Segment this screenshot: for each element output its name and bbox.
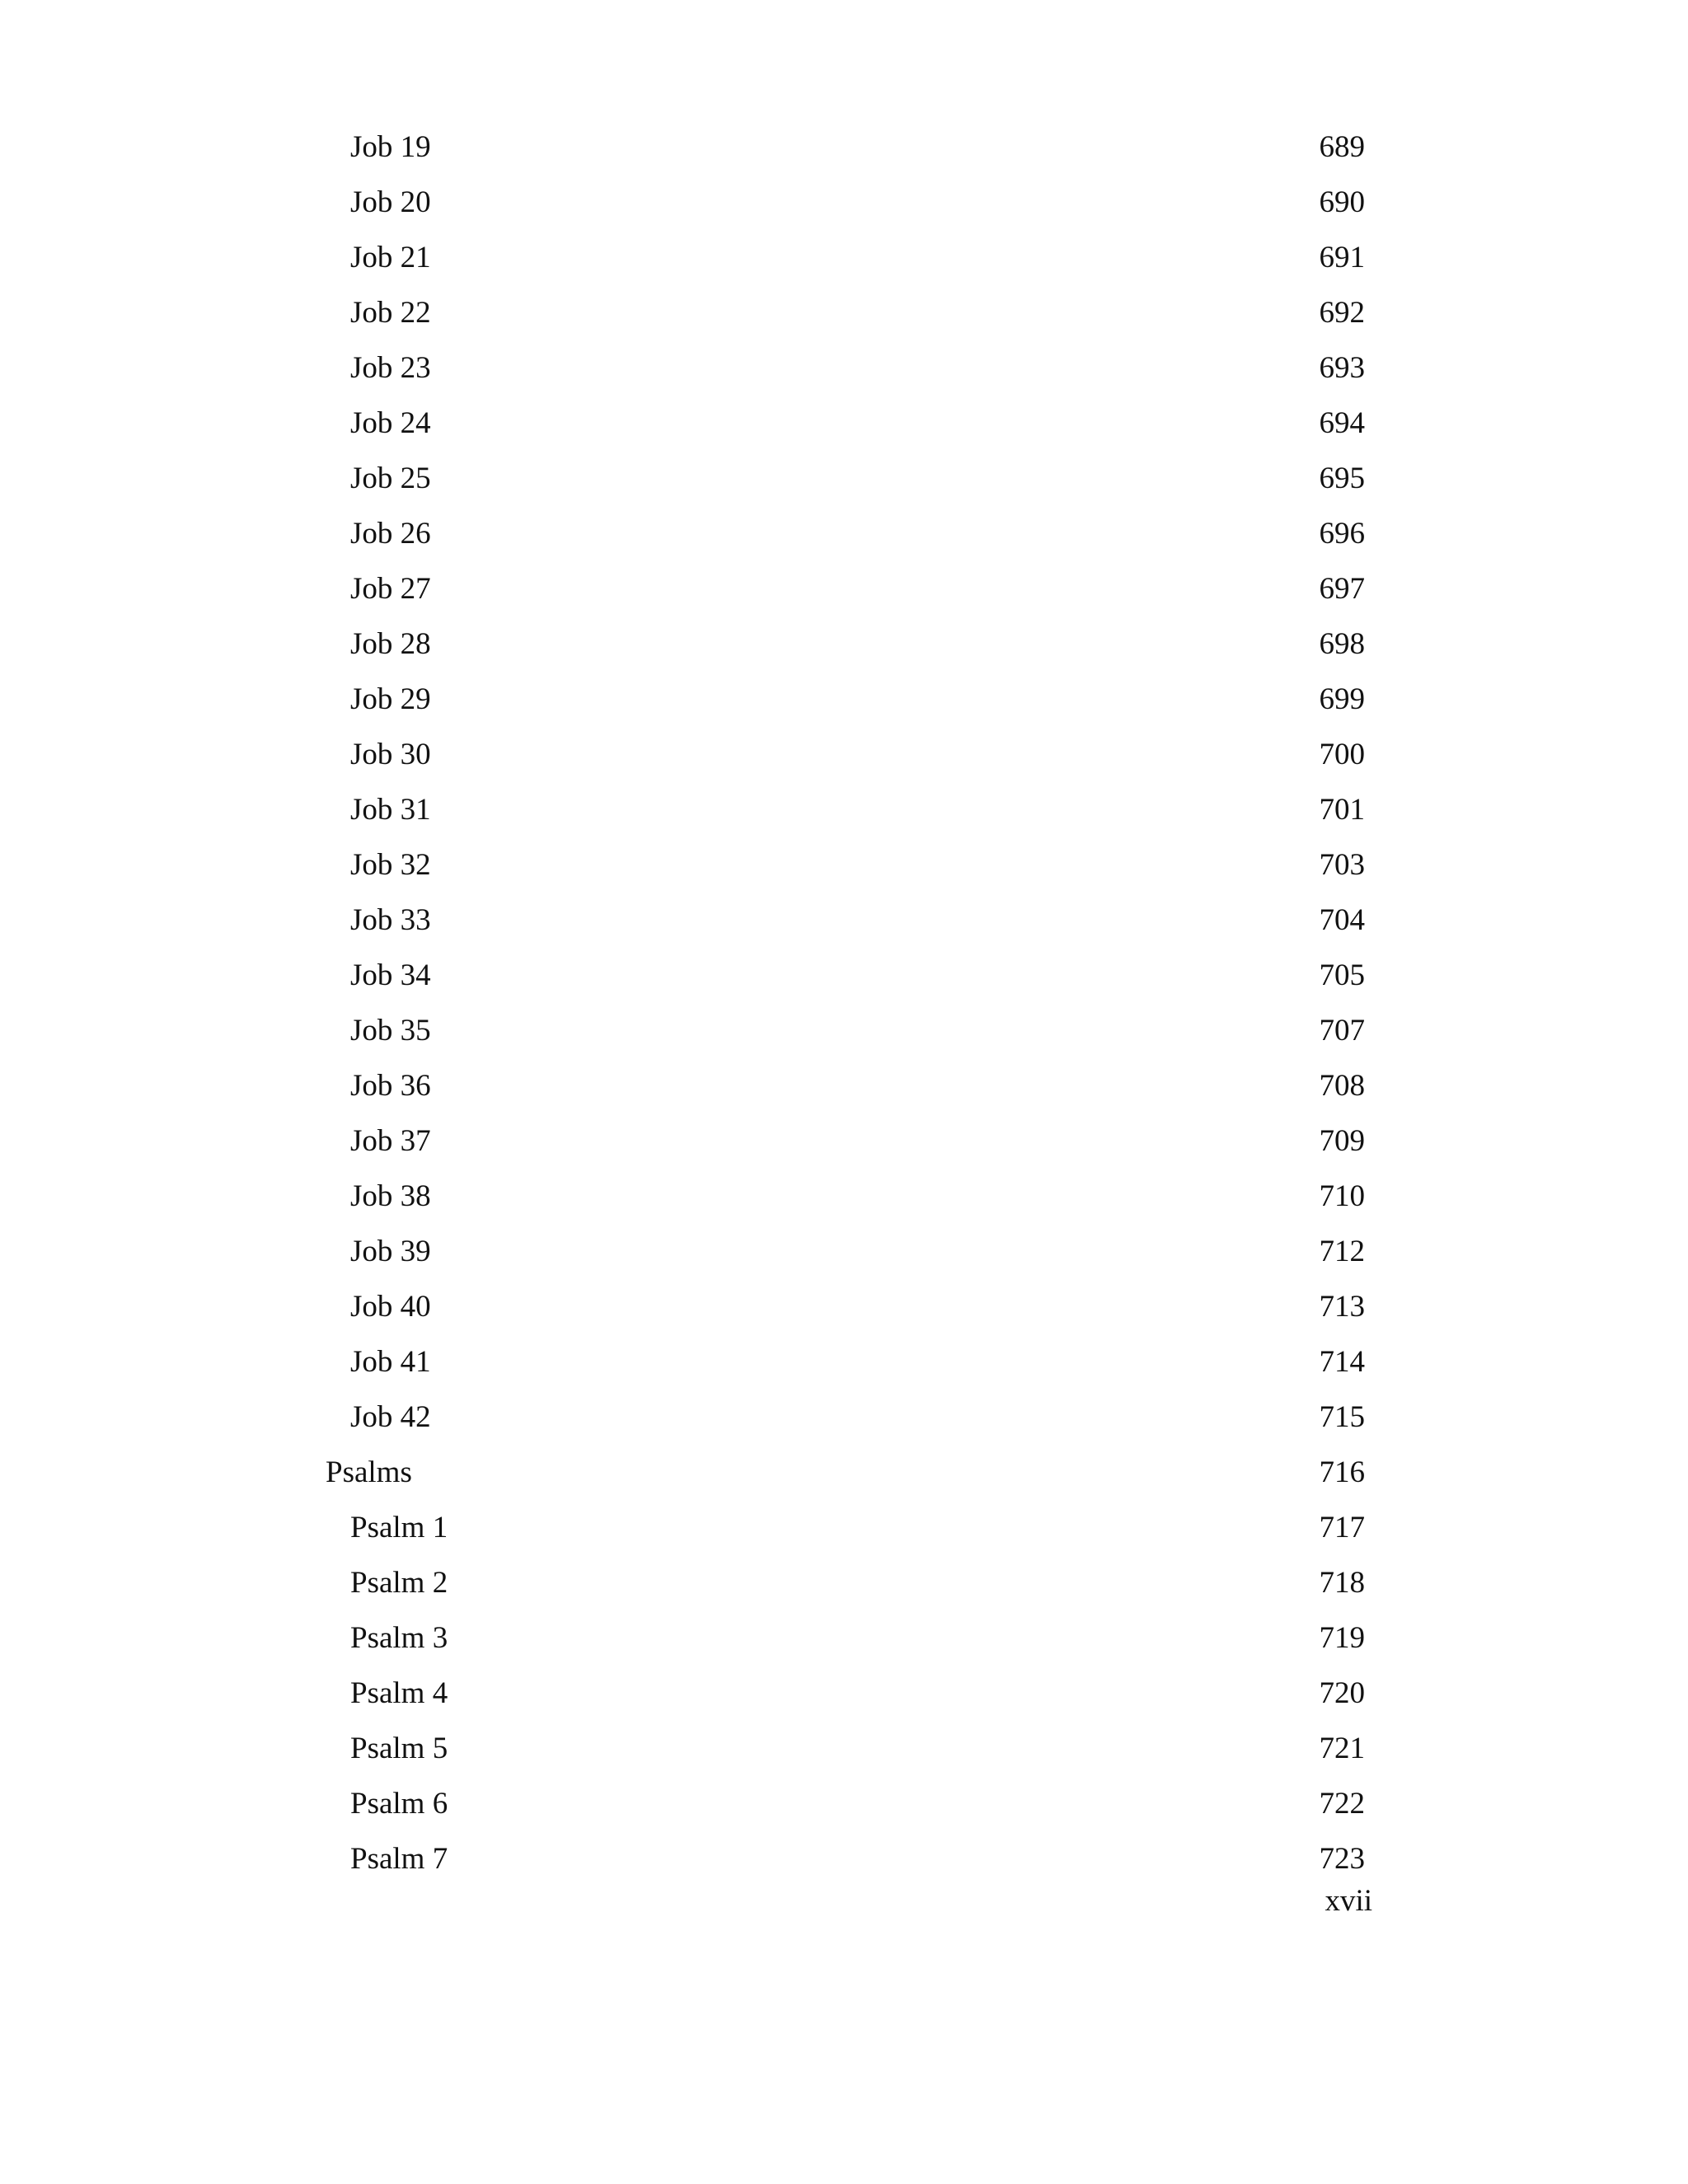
toc-entry-label: Psalms [326,1455,412,1489]
toc-entry-page: 707 [1319,1014,1365,1047]
toc-entry-page: 696 [1319,517,1365,551]
toc-entry-label: Psalm 4 [350,1676,448,1710]
toc-entry-label: Psalm 7 [350,1842,448,1876]
toc-entry-label: Job 20 [350,185,431,219]
toc-entry-label: Job 39 [350,1235,431,1268]
toc-entry-page: 715 [1319,1400,1365,1434]
toc-entry-page: 690 [1319,185,1365,219]
toc-entry-page: 695 [1319,462,1365,495]
toc-entry-page: 722 [1319,1787,1365,1821]
toc-entry[interactable] [0,175,1688,230]
toc-entry-label: Job 33 [350,903,431,937]
toc-entry-label: Job 32 [350,848,431,882]
toc-entry[interactable] [0,1224,1688,1279]
toc-entry[interactable] [0,616,1688,672]
toc-entry-page: 700 [1319,738,1365,771]
toc-entry-label: Job 35 [350,1014,431,1047]
toc-entry-label: Job 28 [350,627,431,661]
toc-entry-label: Job 40 [350,1290,431,1324]
toc-entry[interactable] [0,1831,1688,1886]
toc-entry[interactable] [0,1721,1688,1776]
toc-entry-label: Job 41 [350,1345,431,1379]
toc-entry-page: 713 [1319,1290,1365,1324]
toc-entry-label: Job 25 [350,462,431,495]
toc-entry-page: 699 [1319,682,1365,716]
toc-entry-label: Job 21 [350,241,431,274]
toc-entry-page: 694 [1319,406,1365,440]
toc-entry-page: 697 [1319,572,1365,606]
toc-entry[interactable] [0,1334,1688,1390]
toc-entry[interactable] [0,1058,1688,1113]
toc-entry-page: 717 [1319,1511,1365,1544]
toc-entry-page: 716 [1319,1455,1365,1489]
toc-entry[interactable] [0,727,1688,782]
toc-entry[interactable] [0,120,1688,175]
toc-entry[interactable] [0,230,1688,285]
toc-entry[interactable] [0,1390,1688,1445]
toc-entry-page: 698 [1319,627,1365,661]
toc-entry[interactable] [0,451,1688,506]
toc-entry[interactable] [0,285,1688,340]
toc-entry-page: 721 [1319,1732,1365,1765]
toc-entry-page: 718 [1319,1566,1365,1600]
toc-entry-label: Psalm 6 [350,1787,448,1821]
toc-entry[interactable] [0,1776,1688,1831]
toc-entry-label: Job 37 [350,1124,431,1158]
toc-entry-page: 712 [1319,1235,1365,1268]
toc-entry-page: 710 [1319,1179,1365,1213]
toc-entry[interactable] [0,837,1688,893]
toc-entry-label: Job 31 [350,793,431,827]
toc-entry-label: Psalm 3 [350,1621,448,1655]
toc-entry-label: Job 38 [350,1179,431,1213]
toc-entry[interactable] [0,396,1688,451]
toc-entry-page: 719 [1319,1621,1365,1655]
toc-entry-label: Psalm 1 [350,1511,448,1544]
toc-entry-label: Psalm 2 [350,1566,448,1600]
toc-entry-label: Job 24 [350,406,431,440]
toc-entry[interactable] [0,672,1688,727]
toc-entry[interactable] [0,948,1688,1003]
toc-entry[interactable] [0,1500,1688,1555]
toc-entry-label: Job 30 [350,738,431,771]
toc-entry[interactable] [0,1113,1688,1169]
toc-entry[interactable] [0,1610,1688,1666]
toc-entry-label: Job 26 [350,517,431,551]
toc-entry-label: Job 22 [350,296,431,330]
toc-entry[interactable] [0,1445,1688,1500]
toc-entry-page: 714 [1319,1345,1365,1379]
toc-entry-page: 704 [1319,903,1365,937]
toc-entry-label: Job 23 [350,351,431,385]
toc-entry-label: Job 19 [350,130,431,164]
toc-entry[interactable] [0,782,1688,837]
toc-entry-label: Job 34 [350,958,431,992]
toc-entry-page: 701 [1319,793,1365,827]
toc-entry-page: 703 [1319,848,1365,882]
toc-entry[interactable] [0,1279,1688,1334]
toc-entry[interactable] [0,1003,1688,1058]
toc-entry-page: 708 [1319,1069,1365,1103]
toc-entry-page: 689 [1319,130,1365,164]
toc-entry[interactable] [0,893,1688,948]
toc-entry-page: 709 [1319,1124,1365,1158]
toc-entry[interactable] [0,561,1688,616]
toc-entry-page: 692 [1319,296,1365,330]
toc-entry[interactable] [0,1169,1688,1224]
toc-entry-label: Job 36 [350,1069,431,1103]
toc-entry-page: 720 [1319,1676,1365,1710]
toc-entry[interactable] [0,1666,1688,1721]
toc-entry-page: 705 [1319,958,1365,992]
toc-entry-page: 723 [1319,1842,1365,1876]
toc-entry-page: 693 [1319,351,1365,385]
toc-entry-label: Job 27 [350,572,431,606]
toc-entry-label: Job 29 [350,682,431,716]
toc-entry-label: Psalm 5 [350,1732,448,1765]
toc-entry-page: 691 [1319,241,1365,274]
toc-entry[interactable] [0,340,1688,396]
page-number: xvii [1325,1884,1372,1918]
toc-entry[interactable] [0,506,1688,561]
toc-entry-label: Job 42 [350,1400,431,1434]
toc-entry[interactable] [0,1555,1688,1610]
